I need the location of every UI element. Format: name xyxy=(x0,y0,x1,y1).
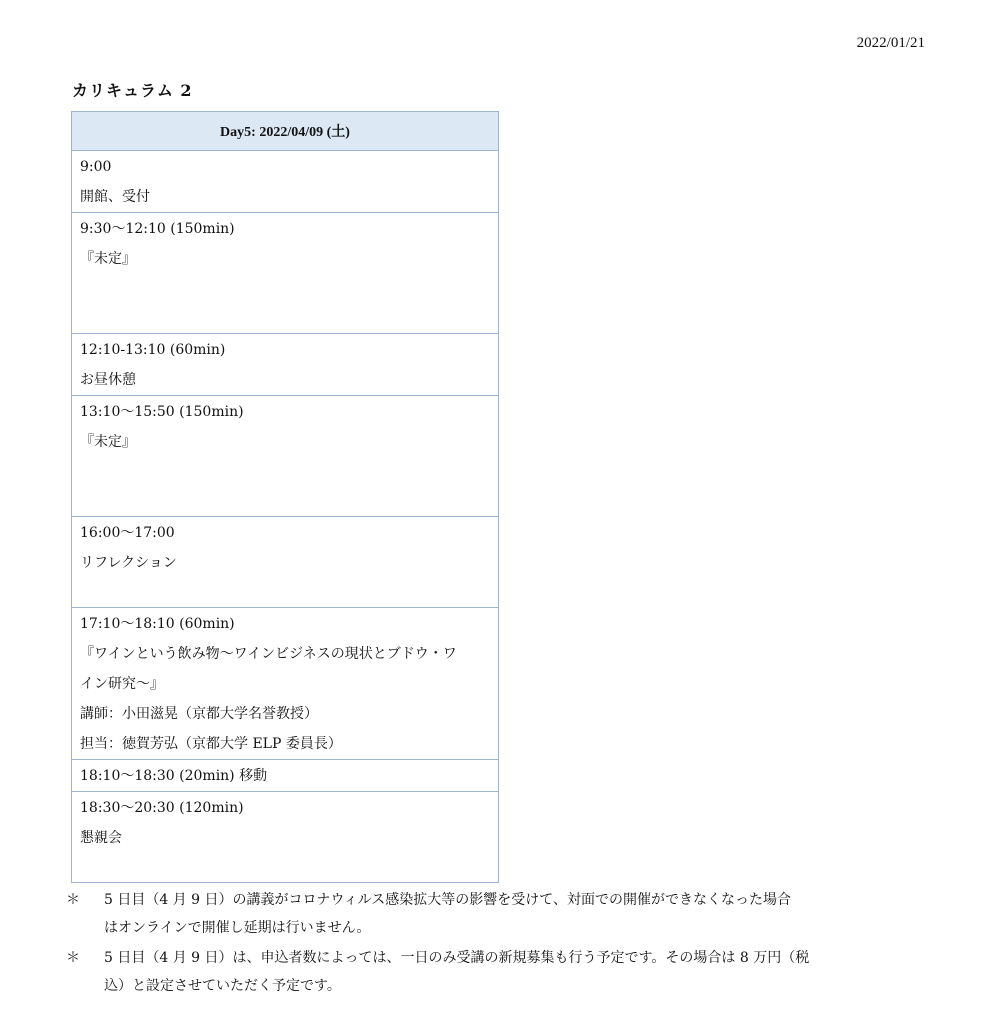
asterisk-mark: ＊ xyxy=(66,892,80,908)
schedule-cell xyxy=(72,760,499,792)
schedule-cell xyxy=(72,151,499,213)
note-text: 込）と設定させていただく予定です。 xyxy=(104,978,341,994)
schedule-time: 18:30〜20:30 (120min) xyxy=(80,800,244,816)
schedule-text: 『未定』 xyxy=(80,251,136,267)
schedule-text: 開館、受付 xyxy=(80,189,150,205)
schedule-time: 12:10-13:10 (60min) xyxy=(80,342,226,358)
table-row xyxy=(72,396,499,517)
note-text: はオンラインで開催し延期は行いません。 xyxy=(104,920,371,936)
table-row xyxy=(72,151,499,213)
schedule-time: 18:10〜18:30 (20min) 移動 xyxy=(80,768,268,784)
table-header: Day5: 2022/04/09 (土) xyxy=(72,112,499,151)
schedule-cell xyxy=(72,334,499,396)
table-row xyxy=(72,213,499,334)
table-header-row xyxy=(72,112,499,151)
notes xyxy=(66,886,946,1002)
organizer: 担当：徳賀芳弘（京都大学 ELP 委員長） xyxy=(80,736,342,752)
schedule-cell xyxy=(72,396,499,517)
table-row xyxy=(72,334,499,396)
schedule-time: 9:00 xyxy=(80,159,112,175)
schedule-time: 13:10〜15:50 (150min) xyxy=(80,404,244,420)
note-text: 5 日目（4 月 9 日）の講義がコロナウィルス感染拡大等の影響を受けて、対面での開催ができなくなった場合 xyxy=(104,892,791,908)
page-title: カリキュラム 2 xyxy=(72,81,193,100)
schedule-table xyxy=(71,111,499,883)
table-row xyxy=(72,517,499,608)
schedule-text: 懇親会 xyxy=(80,830,122,846)
schedule-text: 『未定』 xyxy=(80,434,136,450)
schedule-time: 17:10〜18:10 (60min) xyxy=(80,616,235,632)
schedule-cell xyxy=(72,517,499,608)
table-row xyxy=(72,792,499,883)
schedule-time: 16:00〜17:00 xyxy=(80,525,175,541)
schedule-text: イン研究〜』 xyxy=(80,676,164,692)
note-item xyxy=(66,886,946,942)
schedule-text: 『ワインという飲み物〜ワインビジネスの現状とブドウ・ワ xyxy=(80,646,457,662)
note-text: 5 日目（4 月 9 日）は、申込者数によっては、一日のみ受講の新規募集も行う予定です。その場合は 8 万円（税 xyxy=(104,950,810,966)
schedule-text: リフレクション xyxy=(80,555,177,571)
schedule-text: お昼休憩 xyxy=(80,372,136,388)
schedule-cell xyxy=(72,792,499,883)
document-date: 2022/01/21 xyxy=(856,35,925,51)
table-row xyxy=(72,608,499,760)
table-row xyxy=(72,760,499,792)
note-item xyxy=(66,944,946,1000)
lecturer: 講師：小田滋晃（京都大学名誉教授） xyxy=(80,706,318,722)
schedule-cell xyxy=(72,213,499,334)
asterisk-mark: ＊ xyxy=(66,950,80,966)
schedule-time: 9:30〜12:10 (150min) xyxy=(80,221,235,237)
schedule-cell xyxy=(72,608,499,760)
